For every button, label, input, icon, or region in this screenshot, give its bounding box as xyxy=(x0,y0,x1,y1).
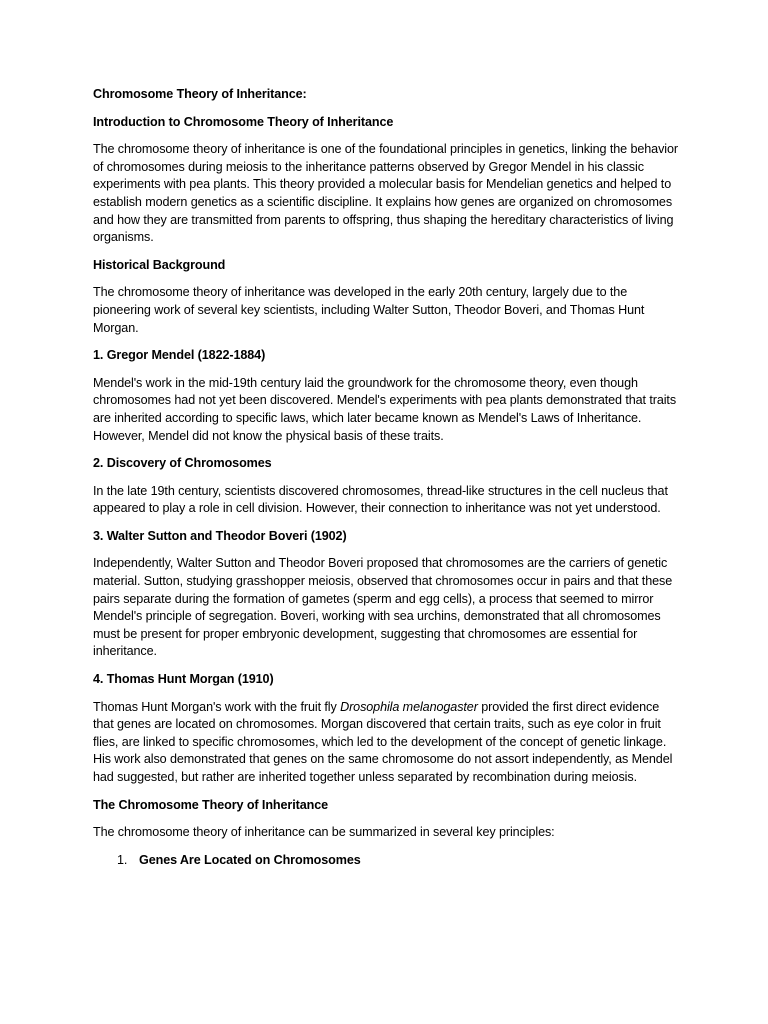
history-heading: Historical Background xyxy=(93,257,226,272)
history-paragraph: The chromosome theory of inheritance was developed in the early 20th century, largely due to the pioneering work of several key scientists, including Walter Sutton, Theodor Boveri, and Thomas Hunt Morgan. xyxy=(93,285,645,335)
chromosome-discovery-heading: 2. Discovery of Chromosomes xyxy=(93,456,272,471)
list-item xyxy=(93,852,683,870)
intro-heading: Introduction to Chromosome Theory of Inheritance xyxy=(93,114,394,129)
theory-heading: The Chromosome Theory of Inheritance xyxy=(93,797,329,812)
principles-list xyxy=(93,852,683,870)
document-body xyxy=(93,86,683,869)
sutton-boveri-paragraph: Independently, Walter Sutton and Theodor Boveri proposed that chromosomes are the carriers of genetic material. Sutton, studying grasshopper meiosis, observed that chromosomes occur in pairs and that these pairs separate during the formation of gametes (sperm and egg cells), a process that seemed to mirror Mendel's principle of segregation. Boveri, working with sea urchins, demonstrated that all chromosomes must be present for proper embryonic development, suggesting that chromosomes are essential for inheritance. xyxy=(93,556,673,659)
mendel-paragraph: Mendel's work in the mid-19th century laid the groundwork for the chromosome theory, even though chromosomes had not yet been discovered. Mendel's experiments with pea plants demonstrated that traits are inherited according to specific laws, which later became known as Mendel's Laws of Inheritance. However, Mendel did not know the physical basis of these traits. xyxy=(93,375,677,443)
morgan-text-before: Thomas Hunt Morgan's work with the fruit fly xyxy=(93,699,341,714)
document-title: Chromosome Theory of Inheritance: xyxy=(93,87,307,101)
list-item-label: Genes Are Located on Chromosomes xyxy=(139,852,361,867)
morgan-text-after: provided the first direct evidence that genes are located on chromosomes. Morgan discovered that certain traits, such as eye color in fruit flies, are linked to specific chromosomes, which led to the development of the concept of genetic linkage. His work also demonstrated that genes on the same chromosome do not assort independently, as Mendel had suggested, but rather are inherited together unless separated by recombination during meiosis. xyxy=(93,699,673,784)
morgan-heading: 4. Thomas Hunt Morgan (1910) xyxy=(93,672,274,687)
theory-paragraph: The chromosome theory of inheritance can be summarized in several key principles: xyxy=(93,825,555,840)
mendel-heading: 1. Gregor Mendel (1822-1884) xyxy=(93,348,266,363)
species-name: Drosophila melanogaster xyxy=(340,699,478,714)
list-item-number: 1. xyxy=(117,852,128,867)
intro-paragraph: The chromosome theory of inheritance is one of the foundational principles in genetics, linking the behavior of chromosomes during meiosis to the inheritance patterns observed by Gregor Mendel in his classic experiments with pea plants. This theory provided a molecular basis for Mendelian genetics and helped to establish modern genetics as a scientific discipline. It explains how genes are organized on chromosomes and how they are transmitted from parents to offspring, thus shaping the hereditary characteristics of living organisms. xyxy=(93,142,678,245)
morgan-paragraph xyxy=(93,699,683,787)
chromosome-discovery-paragraph: In the late 19th century, scientists discovered chromosomes, thread-like structures in the cell nucleus that appeared to play a role in cell division. However, their connection to inheritance was not yet understood. xyxy=(93,483,668,516)
sutton-boveri-heading: 3. Walter Sutton and Theodor Boveri (1902) xyxy=(93,528,347,543)
